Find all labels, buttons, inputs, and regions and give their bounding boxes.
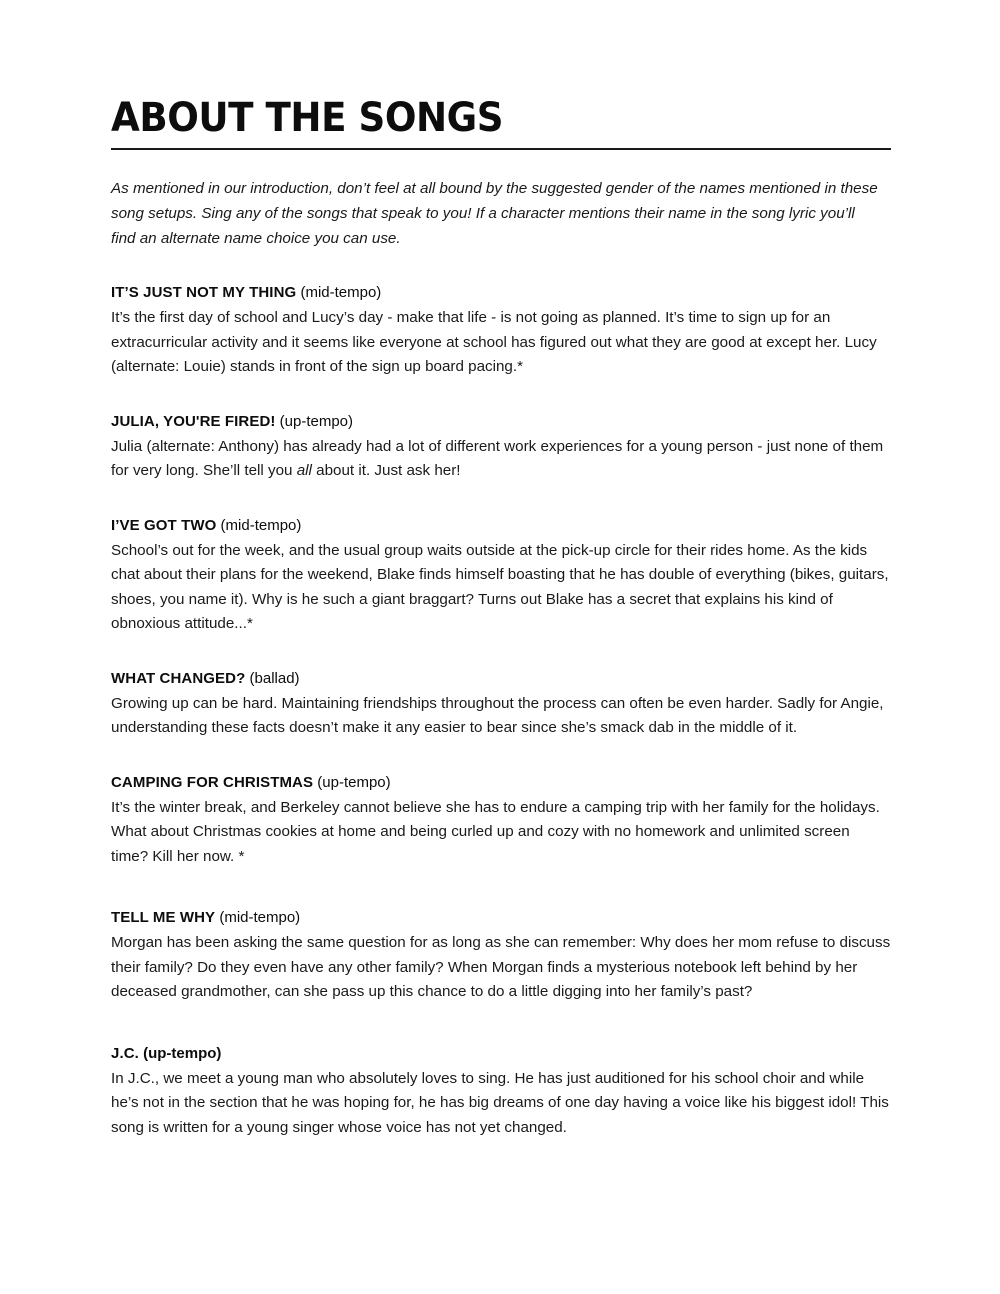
song-description-text: In J.C., we meet a young man who absolutely loves to sing. He has just auditioned for his school choir and while he’s not in the section that he was hoping for, he has big dreams of one day having a voice like his biggest idol! This song is written for a young singer whose voice has not yet changed. bbox=[111, 1069, 889, 1136]
song-tempo: (mid-tempo) bbox=[215, 909, 301, 926]
song-tempo: (mid-tempo) bbox=[296, 284, 382, 301]
song-description-text: Julia (alternate: Anthony) has already had a lot of different work experiences for a young person - just none of them for very long. She’ll tell you bbox=[111, 437, 884, 479]
song-description bbox=[111, 931, 891, 1005]
song-description bbox=[111, 539, 891, 637]
song-section bbox=[111, 668, 891, 741]
song-section bbox=[111, 282, 891, 380]
song-description-text-tail: about it. Just ask her! bbox=[311, 462, 461, 479]
song-tempo: (up-tempo) bbox=[275, 412, 354, 430]
song-title: IT’S JUST NOT MY THING bbox=[111, 284, 297, 301]
song-tempo: (up-tempo) bbox=[313, 773, 391, 791]
song-description bbox=[111, 306, 891, 380]
song-description-text: It’s the first day of school and Lucy’s day - make that life - is not going as planned. It’s time to sign up for an extracurricular activity and it seems like everyone at school has figured out what they are good at except her. Lucy (alternate: Louie) stands in front of the sign up board pacing.* bbox=[111, 309, 877, 375]
song-description bbox=[111, 1067, 891, 1141]
song-title: TELL ME WHY bbox=[111, 909, 216, 926]
song-heading bbox=[111, 282, 891, 304]
song-section bbox=[111, 772, 891, 870]
song-title: JULIA, YOU'RE FIRED! bbox=[111, 412, 276, 430]
song-heading bbox=[111, 515, 891, 537]
song-section bbox=[111, 411, 891, 484]
song-description-text: School’s out for the week, and the usual group waits outside at the pick-up circle for their rides home. As the kids chat about their plans for the weekend, Blake finds himself boasting that he has double of everything (bikes, guitars, shoes, you name it). Why is he such a giant braggart? Turns out Blake has a secret that explains his kind of obnoxious attitude...* bbox=[111, 541, 889, 632]
song-title: CAMPING FOR CHRISTMAS bbox=[111, 773, 314, 791]
song-description bbox=[111, 435, 891, 484]
song-description-text: Growing up can be hard. Maintaining friendships throughout the process can often be even harder. Sadly for Angie, understanding these facts doesn’t make it any easier to bear since she’s smack dab in the middle of it. bbox=[111, 694, 884, 736]
page-title: ABOUT THE SONGS bbox=[111, 95, 504, 141]
song-description bbox=[111, 796, 891, 870]
song-heading bbox=[111, 668, 891, 690]
song-description bbox=[111, 692, 891, 741]
intro-paragraph: As mentioned in our introduction, don’t feel at all bound by the suggested gender of the names mentioned in these song setups. Sing any of the songs that speak to you! If a character mentions their name in the song lyric you’ll find an alternate name choice you can use. bbox=[111, 180, 878, 247]
song-tempo: (ballad) bbox=[245, 669, 300, 687]
title-divider bbox=[111, 148, 891, 150]
song-section bbox=[111, 907, 891, 1005]
song-heading bbox=[111, 772, 891, 794]
song-heading bbox=[111, 1043, 891, 1065]
song-heading bbox=[111, 907, 891, 929]
document-content bbox=[111, 96, 891, 1140]
song-heading bbox=[111, 411, 891, 433]
song-title: I’VE GOT TWO bbox=[111, 516, 217, 534]
song-tempo: (mid-tempo) bbox=[216, 516, 302, 534]
song-section bbox=[111, 515, 891, 637]
song-tempo: (up-tempo) bbox=[138, 1044, 222, 1062]
song-section bbox=[111, 1043, 891, 1141]
song-description-text: Morgan has been asking the same question for as long as she can remember: Why does her mom refuse to discuss their family? Do they even have any other family? When Morgan finds a mysterious notebook left behind by her deceased grandmother, can she pass up this chance to do a little digging into her family’s past? bbox=[111, 934, 891, 1000]
song-title: J.C. bbox=[111, 1044, 139, 1062]
song-description-text: It’s the winter break, and Berkeley cannot believe she has to endure a camping trip with her family for the holidays. What about Christmas cookies at home and being curled up and cozy with no homework and unlimited screen time? Kill her now. * bbox=[111, 798, 880, 865]
song-description-emphasis: all bbox=[296, 462, 312, 479]
song-title: WHAT CHANGED? bbox=[111, 669, 246, 687]
